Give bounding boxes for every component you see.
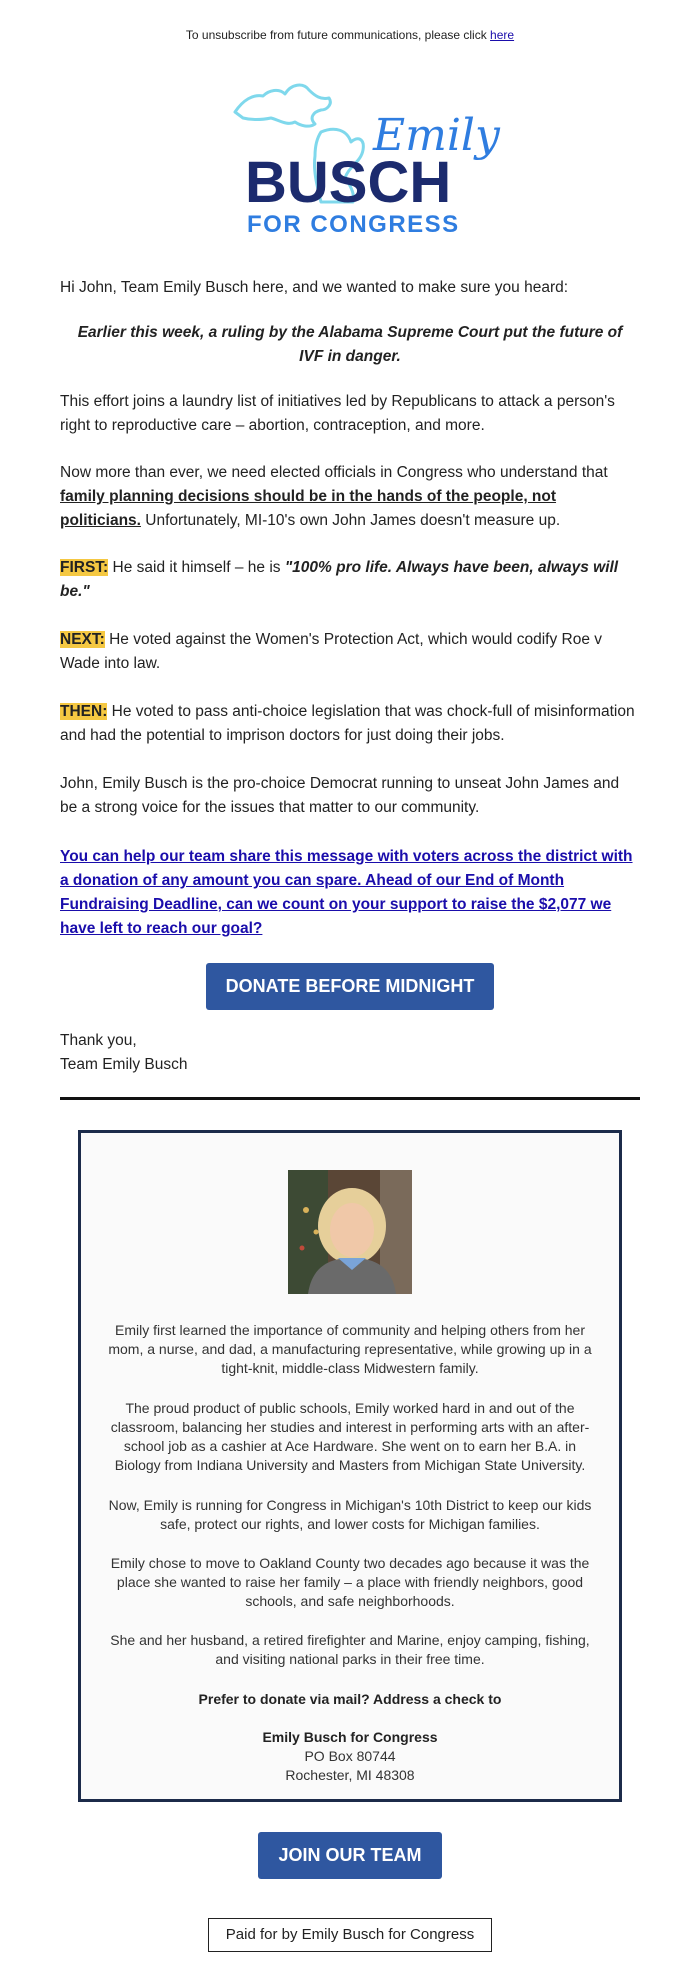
donate-button[interactable]: DONATE BEFORE MIDNIGHT [206,963,494,1010]
signoff-thank-you: Thank you, [60,1032,137,1049]
candidate-avatar [288,1170,412,1294]
bio-paragraph-upbringing: Emily first learned the importance of community and helping others from her mom, a nurse, and dad, a manufacturing representative, while growing up in a tight-knit, middle-class Midwestern family. [108,1322,592,1376]
paragraph-first [60,556,640,604]
p2-bold: family planning decisions should be in the hands of the people, not politicians. [60,488,557,529]
paid-for-disclaimer: Paid for by Emily Busch for Congress [208,1918,492,1952]
section-divider [60,1097,640,1100]
p2-end: Unfortunately, MI-10's own John James doesn't measure up. [140,512,561,529]
bio-paragraph-oakland: Emily chose to move to Oakland County two decades ago because it was the place she wanted to raise her family – a place with friendly neighbors, good schools, and safe neighborhoods. [110,1555,590,1609]
first-quote: "100% pro life. Always have been, always will be." [60,559,619,600]
bio-paragraph-family: She and her husband, a retired firefighter and Marine, enjoy camping, fishing, and visiting national parks in their free time. [110,1632,590,1667]
unsubscribe-link[interactable]: here [490,28,515,42]
first-text: He said it himself – he is [108,559,285,576]
paragraph-elected-officials [60,461,640,533]
bio-paragraph-running: Now, Emily is running for Congress in Michigan's 10th District to keep our kids safe, protect our rights, and lower costs for Michigan families. [108,1497,592,1532]
paragraph-republicans: This effort joins a laundry list of initiatives led by Republicans to attack a person's right to reproductive care – abortion, contraception, and more. [60,393,615,434]
next-label: NEXT: [60,631,105,648]
mail-name: Emily Busch for Congress [262,1729,438,1745]
then-text: He voted to pass anti-choice legislation that was chock-full of misinformation and had the potential to imprison doctors for just doing their jobs. [60,703,635,744]
logo-tagline: FOR CONGRESS [247,211,460,238]
signoff-team: Team Emily Busch [60,1056,188,1073]
michigan-map-logo [225,70,500,245]
paragraph-then [60,700,640,748]
paragraph-next [60,628,640,676]
headline: Earlier this week, a ruling by the Alabama Supreme Court put the future of IVF in danger. [77,324,623,365]
logo-first-name: Emily [373,110,500,161]
bio-paragraph-education: The proud product of public schools, Emily worked hard in and out of the classroom, balancing her studies and interest in performing arts with an after-school job as a cashier at Ace Hardware. She went on to earn her B.A. in Biology from Indiana University and Masters from Michigan State University. [110,1400,590,1473]
unsubscribe-line [0,28,700,42]
donation-ask-link[interactable]: You can help our team share this message with voters across the district with a donation of any amount you can spare. Ahead of our End of Month Fundraising Deadline, can we count on your support to raise the $2,077 we have left to reach our goal? [60,848,633,937]
logo-last-name: BUSCH [245,150,452,215]
then-label: THEN: [60,703,108,720]
join-team-button[interactable]: JOIN OUR TEAM [258,1832,442,1879]
paragraph-pro-choice: John, Emily Busch is the pro-choice Democrat running to unseat John James and be a strong voice for the issues that matter to our community. [60,775,620,816]
bio-card [78,1130,622,1802]
unsubscribe-text: To unsubscribe from future communications, please click [185,28,487,42]
first-label: FIRST: [60,559,109,576]
mail-city: Rochester, MI 48308 [285,1767,415,1783]
mail-po-box: PO Box 80744 [304,1748,396,1764]
greeting: Hi John, Team Emily Busch here, and we wanted to make sure you heard: [60,279,569,296]
campaign-logo [225,70,500,245]
p2-start: Now more than ever, we need elected officials in Congress who understand that [60,464,608,481]
candidate-photo [288,1170,412,1294]
mail-prompt: Prefer to donate via mail? Address a check to [198,1691,502,1707]
next-text: He voted against the Women's Protection Act, which would codify Roe v Wade into law. [60,631,603,672]
